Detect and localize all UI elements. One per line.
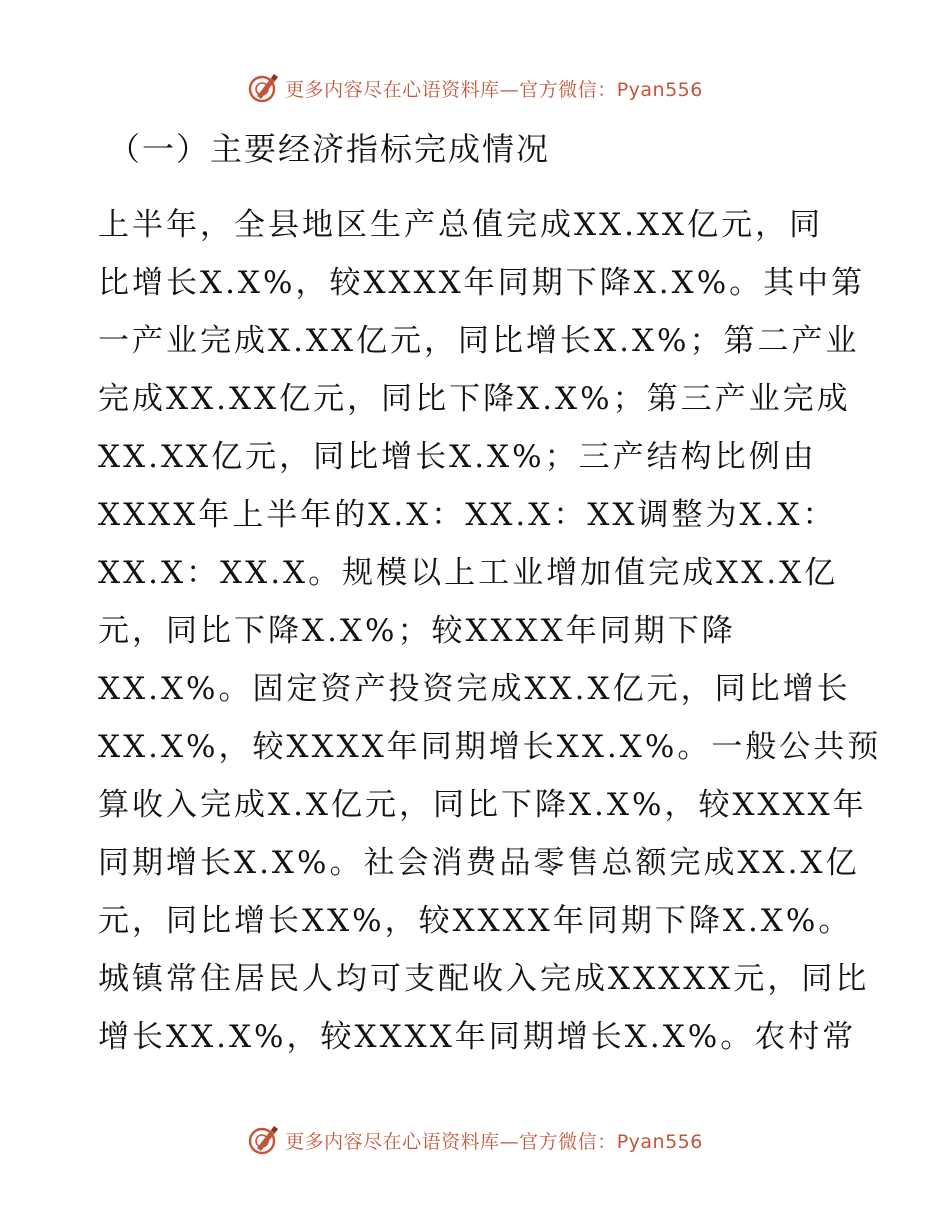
paragraph-line: 上半年，全县地区生产总值完成XX.XX亿元，同 bbox=[98, 207, 824, 243]
body-paragraph bbox=[98, 196, 882, 1066]
header-watermark bbox=[0, 72, 950, 104]
paragraph-line: 城镇常住居民人均可支配收入完成XXXXX元，同比 bbox=[98, 961, 870, 997]
paragraph-line: 完成XX.XX亿元，同比下降X.X%；第三产业完成 bbox=[98, 381, 851, 417]
section-heading: （一）主要经济指标完成情况 bbox=[108, 130, 551, 168]
paragraph-line: 一产业完成X.XX亿元，同比增长X.X%；第二产业 bbox=[98, 323, 860, 359]
watermark-dash: — bbox=[499, 1130, 520, 1153]
watermark-handle: Pyan556 bbox=[616, 78, 703, 101]
paragraph-line: XX.XX亿元，同比增长X.X%；三产结构比例由 bbox=[98, 439, 817, 475]
paragraph-line: 元，同比增长XX%，较XXXX年同期下降X.X%。 bbox=[98, 903, 853, 939]
paragraph-line: 增长XX.X%，较XXXX年同期增长X.X%。农村常 bbox=[98, 1019, 857, 1055]
paragraph-line: XX.X%。固定资产投资完成XX.X亿元，同比增长 bbox=[98, 671, 851, 707]
pen-logo-icon bbox=[247, 72, 279, 104]
watermark-text bbox=[285, 1127, 703, 1154]
paragraph-line: 算收入完成X.X亿元，同比下降X.X%，较XXXX年 bbox=[98, 787, 867, 823]
watermark-brand: 更多内容尽在心语资料库 bbox=[285, 78, 500, 101]
watermark-suffix: 官方微信： bbox=[519, 1130, 617, 1153]
watermark-dash: — bbox=[499, 78, 520, 101]
paragraph-line: 比增长X.X%，较XXXX年同期下降X.X%。其中第 bbox=[98, 265, 866, 301]
footer-watermark bbox=[0, 1124, 950, 1156]
watermark-suffix: 官方微信： bbox=[519, 78, 617, 101]
paragraph-line: 元，同比下降X.X%；较XXXX年同期下降 bbox=[98, 613, 736, 649]
watermark-text bbox=[285, 75, 703, 102]
pen-logo-icon bbox=[247, 1124, 279, 1156]
paragraph-line: XX.X：XX.X。规模以上工业增加值完成XX.X亿 bbox=[98, 555, 839, 591]
watermark-handle: Pyan556 bbox=[616, 1130, 703, 1153]
paragraph-line: XXXX年上半年的X.X：XX.X：XX调整为X.X： bbox=[98, 497, 837, 533]
watermark-brand: 更多内容尽在心语资料库 bbox=[285, 1130, 500, 1153]
paragraph-line: XX.X%，较XXXX年同期增长XX.X%。一般公共预 bbox=[98, 729, 882, 765]
paragraph-line: 同期增长X.X%。社会消费品零售总额完成XX.X亿 bbox=[98, 845, 860, 881]
